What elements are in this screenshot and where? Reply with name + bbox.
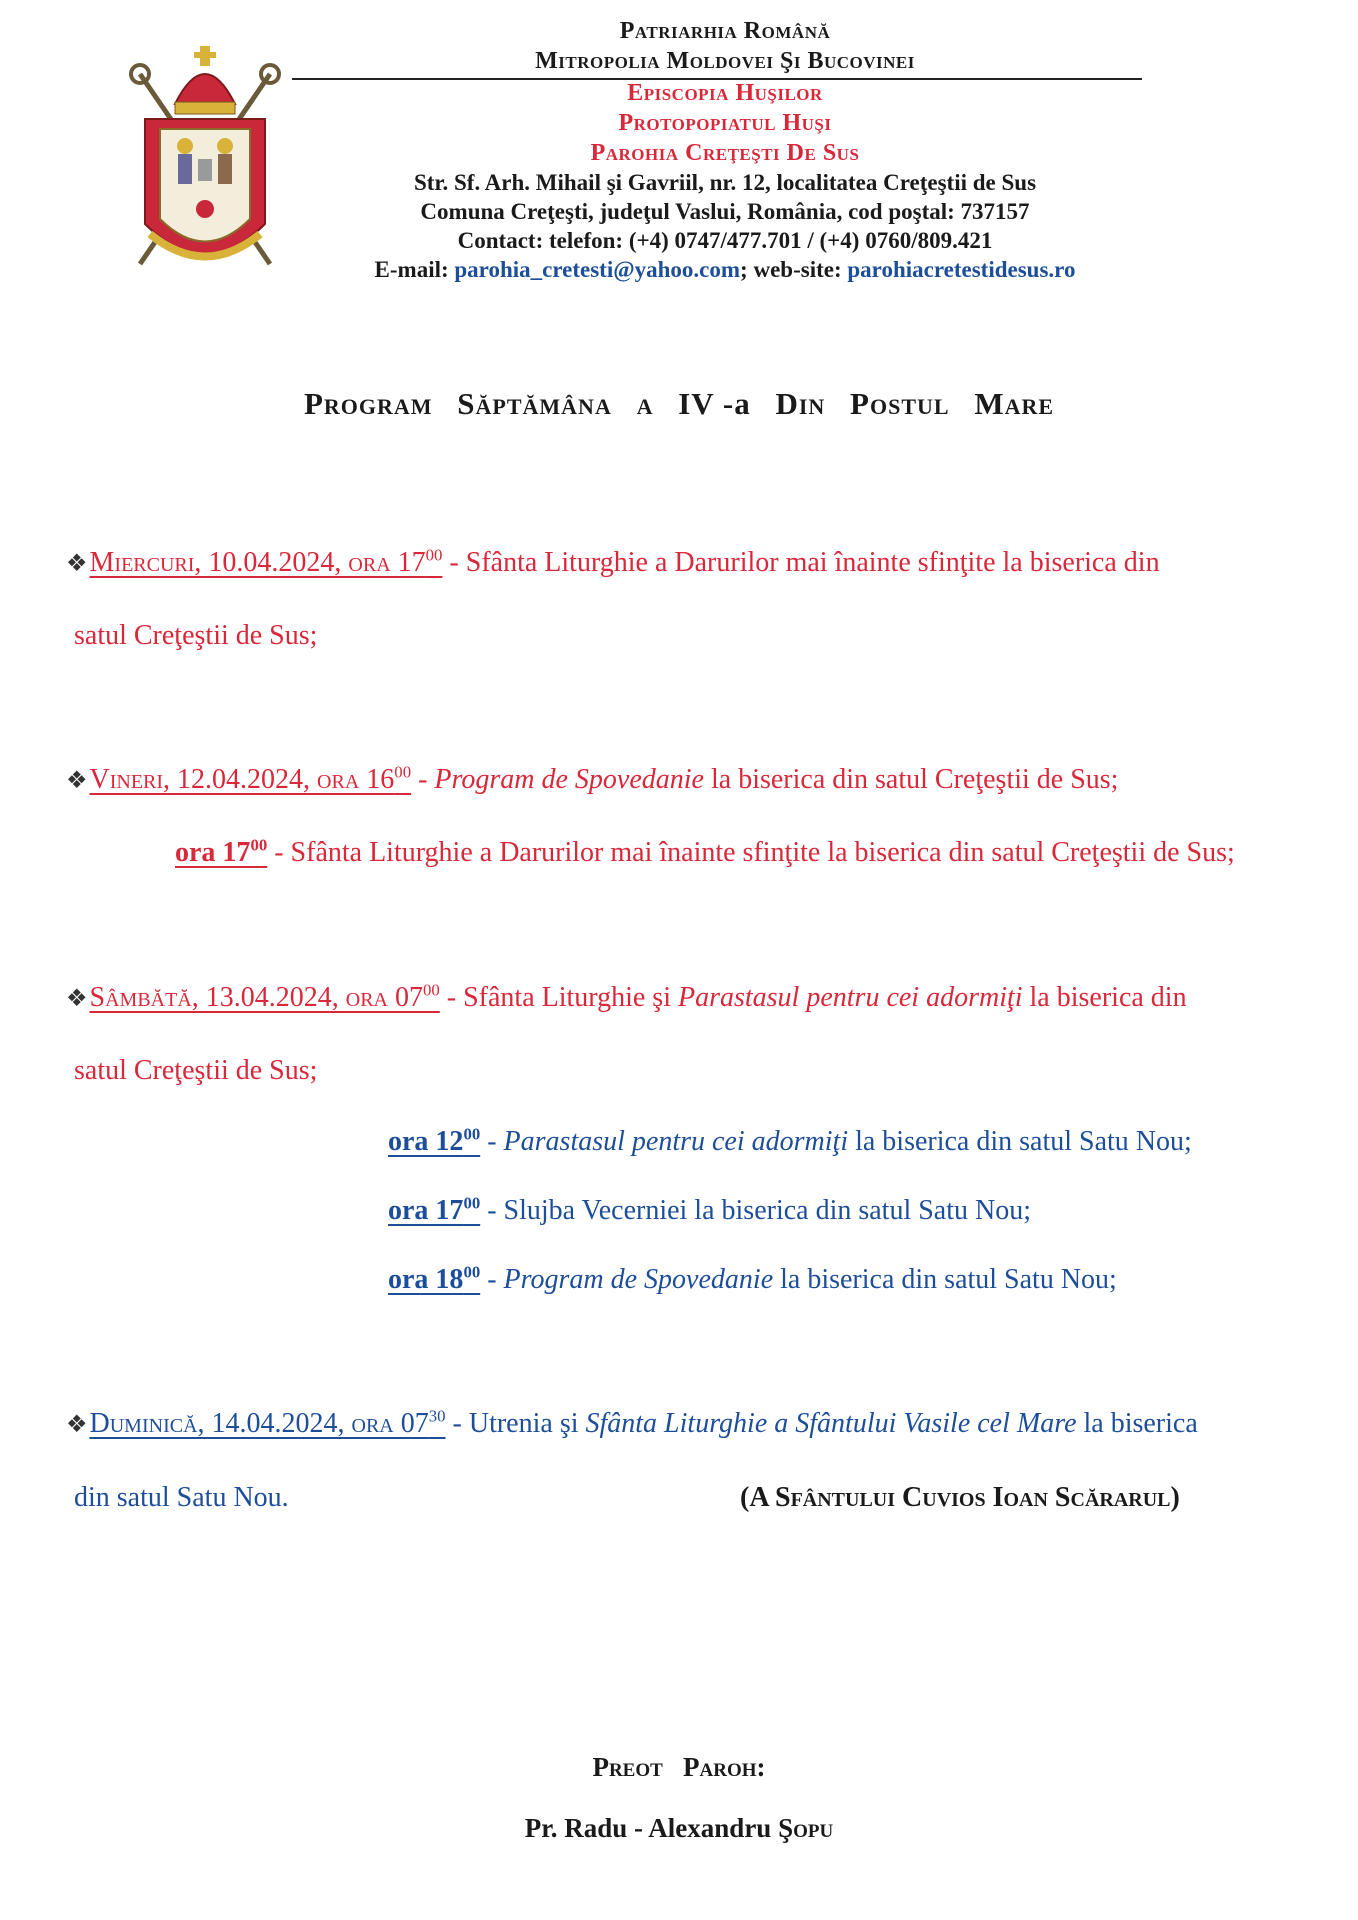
event-saturday-cont: satul Creţeştii de Sus; (74, 1055, 318, 1086)
event-saturday-sub2: ora $17^{00}$ - Slujba Vecerniei la biserica din satul Satu Nou; (388, 1193, 1032, 1226)
title-word: Din (775, 386, 826, 421)
header-commune: Comuna Creţeşti, judeţul Vaslui, România, cod poştal: 737157 (420, 199, 1030, 224)
title-word: Săptămâna (457, 386, 612, 421)
title-word: Mare (974, 386, 1055, 421)
header-parish: Parohia Creţeşti De Sus (590, 140, 860, 166)
bullet-icon: ❖ (66, 986, 88, 1012)
event-wednesday (66, 547, 1160, 579)
event-sunday-note: (A Sfântului Cuvios Ioan Scărarul) (740, 1482, 1180, 1513)
event-sunday-cont: din satul Satu Nou. (74, 1482, 289, 1513)
page-title (0, 386, 1358, 422)
header-deanery: Protopopiatul Huşi (618, 110, 832, 136)
event-sunday: ❖Duminică, 14.04.2024, ora $07^{30}$ - Utrenia şi Sfânta Liturghie a Sfântului Vasile cel Mare la biserica (66, 1406, 1198, 1439)
event-friday-sub (175, 837, 1235, 869)
signature-role: Preot Paroh: (592, 1752, 766, 1782)
event-date: Miercuri, 10.04.2024, ora $17^{00}$ (89, 545, 443, 578)
event-time: ora $17^{00}$ (388, 1193, 481, 1226)
bullet-icon: ❖ (66, 1412, 88, 1438)
title-word: IV -a (678, 386, 751, 421)
web-label: web-site: (753, 257, 842, 282)
title-word: Program (303, 386, 433, 421)
event-date: Vineri, 12.04.2024, ora $16^{00}$ (89, 762, 412, 795)
event-saturday-sub3: ora $18^{00}$ - Program de Spovedanie la biserica din satul Satu Nou; (388, 1262, 1117, 1295)
header-contact: Contact: telefon: (+4) 0747/477.701 / (+4) 0760/809.421 (457, 228, 993, 253)
event-text: - Sfânta Liturghie a Darurilor mai înainte sfinţite la biserica din (442, 547, 1160, 578)
header-patriarchate: Patriarhia Română (619, 18, 831, 44)
web-link[interactable]: parohiacretestidesus.ro (847, 257, 1076, 282)
event-time: ora $18^{00}$ (388, 1262, 481, 1295)
event-italic: Program de Spovedanie (434, 764, 704, 795)
bullet-icon: ❖ (66, 551, 88, 577)
header-address: Str. Sf. Arh. Mihail şi Gavriil, nr. 12, localitatea Creţeştii de Sus (413, 170, 1037, 195)
event-friday: ❖Vineri, 12.04.2024, ora $16^{00}$ - Program de Spovedanie la biserica din satul Creţeştii de Sus; (66, 762, 1119, 795)
event-saturday-sub1: ora $12^{00}$ - Parastasul pentru cei adormiţi la biserica din satul Satu Nou; (388, 1124, 1192, 1157)
email-link[interactable]: parohia_cretesti@yahoo.com (454, 257, 741, 282)
event-wednesday-cont: satul Creţeştii de Sus; (74, 620, 318, 651)
bullet-icon: ❖ (66, 768, 88, 794)
event-italic: Parastasul pentru cei adormiţi (677, 982, 1023, 1013)
priest-surname: Şopu (778, 1813, 834, 1843)
signature-name (0, 1813, 1358, 1844)
header-email-web (300, 257, 1150, 283)
header-diocese: Episcopia Huşilor (627, 80, 823, 106)
header-metropolis: Mitropolia Moldovei Şi Bucovinei (535, 48, 915, 74)
separator: ; (740, 257, 748, 282)
title-word: Postul (850, 386, 950, 421)
email-label: E-mail: (374, 257, 449, 282)
event-time: ora $12^{00}$ (388, 1124, 481, 1157)
event-time: ora $17^{00}$ (175, 835, 268, 868)
priest-name: Pr. Radu - Alexandru (524, 1813, 772, 1843)
title-word: a (636, 386, 654, 421)
event-date: Duminică, 14.04.2024, ora $07^{30}$ (89, 1406, 446, 1439)
event-italic: Sfânta Liturghie a Sfântului Vasile cel Mare (585, 1408, 1077, 1439)
event-text: - Sfânta Liturghie a Darurilor mai înainte sfinţite la biserica din satul Creţeştii de Sus; (267, 837, 1235, 868)
event-date: Sâmbătă, 13.04.2024, ora $07^{00}$ (89, 980, 440, 1013)
coat-of-arms-icon (120, 34, 290, 289)
event-saturday: ❖Sâmbătă, 13.04.2024, ora $07^{00}$ - Sfânta Liturghie şi Parastasul pentru cei adormiţi la biserica din (66, 980, 1187, 1013)
event-text: la biserica din satul Creţeştii de Sus; (703, 764, 1119, 795)
